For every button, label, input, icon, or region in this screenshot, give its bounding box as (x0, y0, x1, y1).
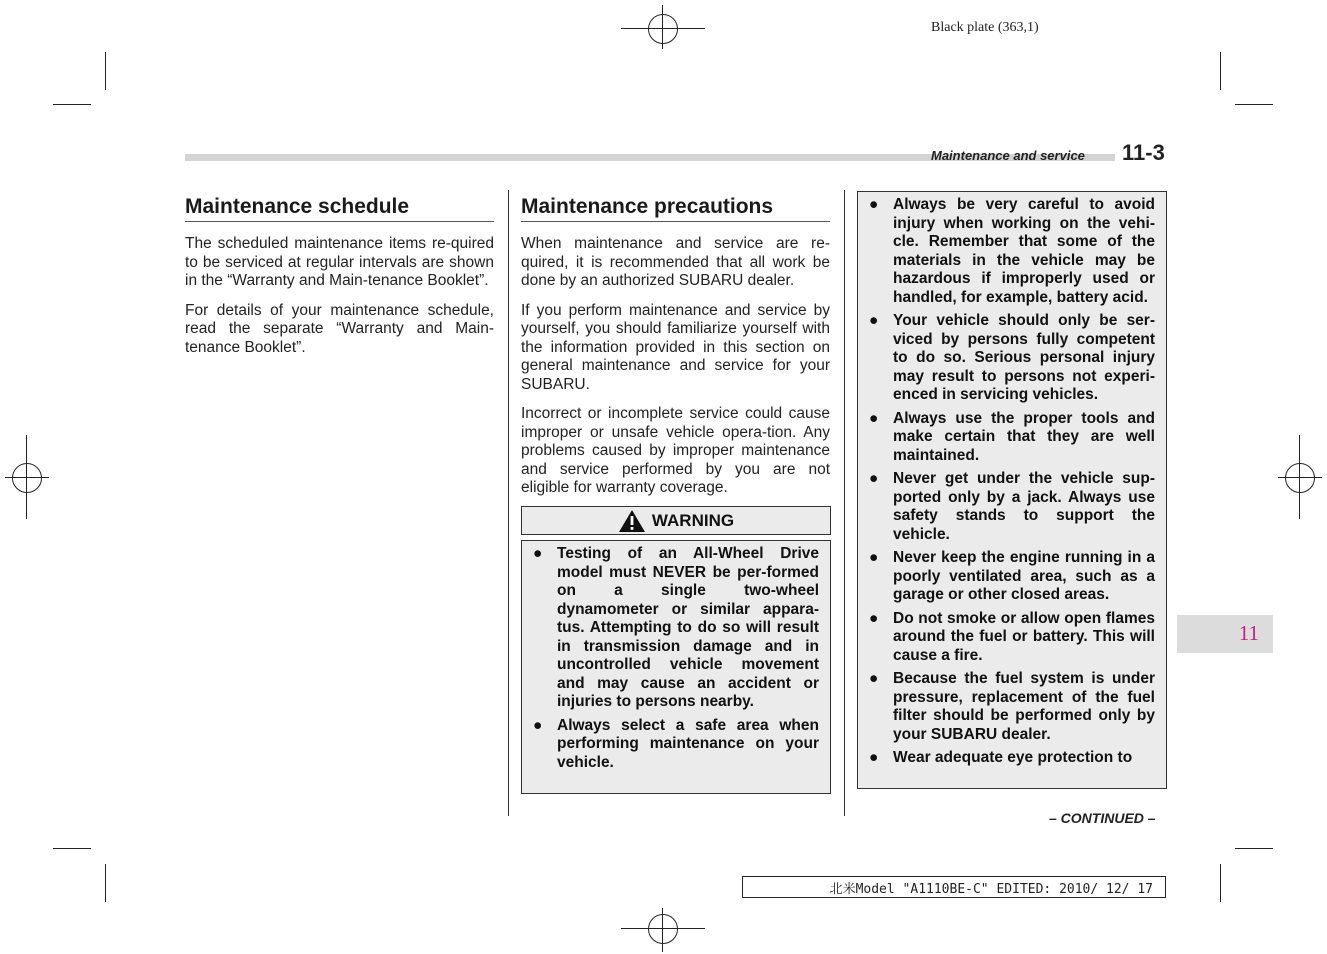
warning-item-text: Never keep the engine running in a poorly ventilated area, such as a garage or other closed areas. (893, 549, 1155, 603)
crop-mark (1220, 52, 1221, 90)
heading-maintenance-schedule: Maintenance schedule (185, 195, 494, 222)
warning-item (869, 470, 1155, 544)
column-maintenance-precautions (521, 195, 830, 509)
warning-item-text: Wear adequate eye protection to (893, 749, 1133, 766)
warning-item-text: Always use the proper tools and make certain that they are well maintained. (893, 409, 1155, 464)
crop-mark (1235, 848, 1273, 849)
bullet-icon: ● (869, 549, 879, 566)
paragraph: For details of your maintenance schedule, read the separate “Warranty and Main-tenance Booklet”. (185, 301, 494, 356)
bullet-icon: ● (869, 749, 879, 766)
crop-mark (1235, 104, 1273, 105)
bullet-icon: ● (533, 545, 543, 562)
paragraph: The scheduled maintenance items re-quired to be serviced at regular intervals are shown in the “Warranty and Main-tenance Booklet”. (185, 235, 494, 289)
warning-box (521, 540, 831, 794)
warning-item (533, 545, 819, 712)
crop-mark (105, 864, 106, 902)
registration-circle (648, 914, 678, 944)
registration-circle (1285, 463, 1315, 493)
warning-item-text: Your vehicle should only be ser-viced by persons fully competent to do so. Serious personal injury may result to persons not experi-enced in servicing vehicles. (893, 312, 1155, 403)
warning-item-text: Always select a safe area when performing maintenance on your vehicle. (557, 716, 819, 771)
warning-item (869, 312, 1155, 405)
column-divider (508, 190, 509, 816)
warning-item (869, 549, 1155, 605)
registration-circle (648, 14, 678, 44)
warning-item-text: Never get under the vehicle sup-ported only by a jack. Always use safety stands to support the vehicle. (893, 470, 1155, 543)
warning-label: WARNING (651, 510, 735, 530)
warning-item (869, 409, 1155, 466)
chapter-tab-number: 11 (1238, 621, 1259, 645)
page-number: 11-3 (1122, 140, 1165, 165)
warning-item (869, 749, 1155, 768)
warning-header (521, 506, 831, 535)
crop-mark (53, 104, 91, 105)
warning-item (869, 609, 1155, 666)
bullet-icon: ● (869, 609, 879, 627)
bullet-icon: ● (869, 409, 879, 427)
bullet-icon: ● (533, 716, 543, 734)
column-maintenance-schedule (185, 195, 494, 368)
paragraph: When maintenance and service are re-quired, it is recommended that all work be done by an authorized SUBARU dealer. (521, 235, 830, 289)
bullet-icon: ● (869, 470, 879, 487)
crop-mark (1220, 864, 1221, 902)
paragraph: Incorrect or incomplete service could cause improper or unsafe vehicle opera-tion. Any problems caused by improper maintenance and service performed by you are not eligible for warranty coverage. (521, 405, 830, 496)
warning-item-text: Always be very careful to avoid injury when working on the vehi-cle. Remember that some of the materials in the vehicle may be hazardous if improperly used or handled, for example, battery acid. (893, 196, 1155, 306)
warning-item (869, 670, 1155, 744)
edited-stamp: 北米Model "A1110BE-C" EDITED: 2010/ 12/ 17 (742, 876, 1166, 898)
column-divider (844, 190, 845, 816)
registration-circle (12, 463, 42, 493)
chapter-tab[interactable] (1177, 615, 1273, 653)
warning-box-continued (857, 191, 1167, 789)
continued-label: – CONTINUED – (1049, 810, 1156, 826)
crop-mark (105, 52, 106, 90)
plate-label: Black plate (363,1) (931, 20, 1039, 35)
heading-maintenance-precautions: Maintenance precautions (521, 195, 830, 222)
bullet-icon: ● (869, 312, 879, 329)
warning-triangle-icon (618, 509, 646, 533)
warning-item-text: Do not smoke or allow open flames around the fuel or battery. This will cause a fire. (893, 609, 1155, 664)
bullet-icon: ● (869, 196, 879, 213)
warning-item-text: Because the fuel system is under pressure, replacement of the fuel filter should be performed only by your SUBARU dealer. (893, 670, 1155, 743)
warning-item (869, 196, 1155, 307)
crop-mark (53, 848, 91, 849)
warning-item-text: Testing of an All-Wheel Drive model must NEVER be per-formed on a single two-wheel dynamometer or similar appara-tus. Attempting to do so will result in transmission damage and in uncontrolled vehicle movement and may cause an accident or injuries to persons nearby. (557, 545, 819, 710)
paragraph: If you perform maintenance and service by yourself, you should familiarize yourself with the information provided in this section on general maintenance and service for your SUBARU. (521, 301, 830, 393)
section-title: Maintenance and service (931, 148, 1085, 163)
bullet-icon: ● (869, 670, 879, 687)
warning-item (533, 716, 819, 773)
